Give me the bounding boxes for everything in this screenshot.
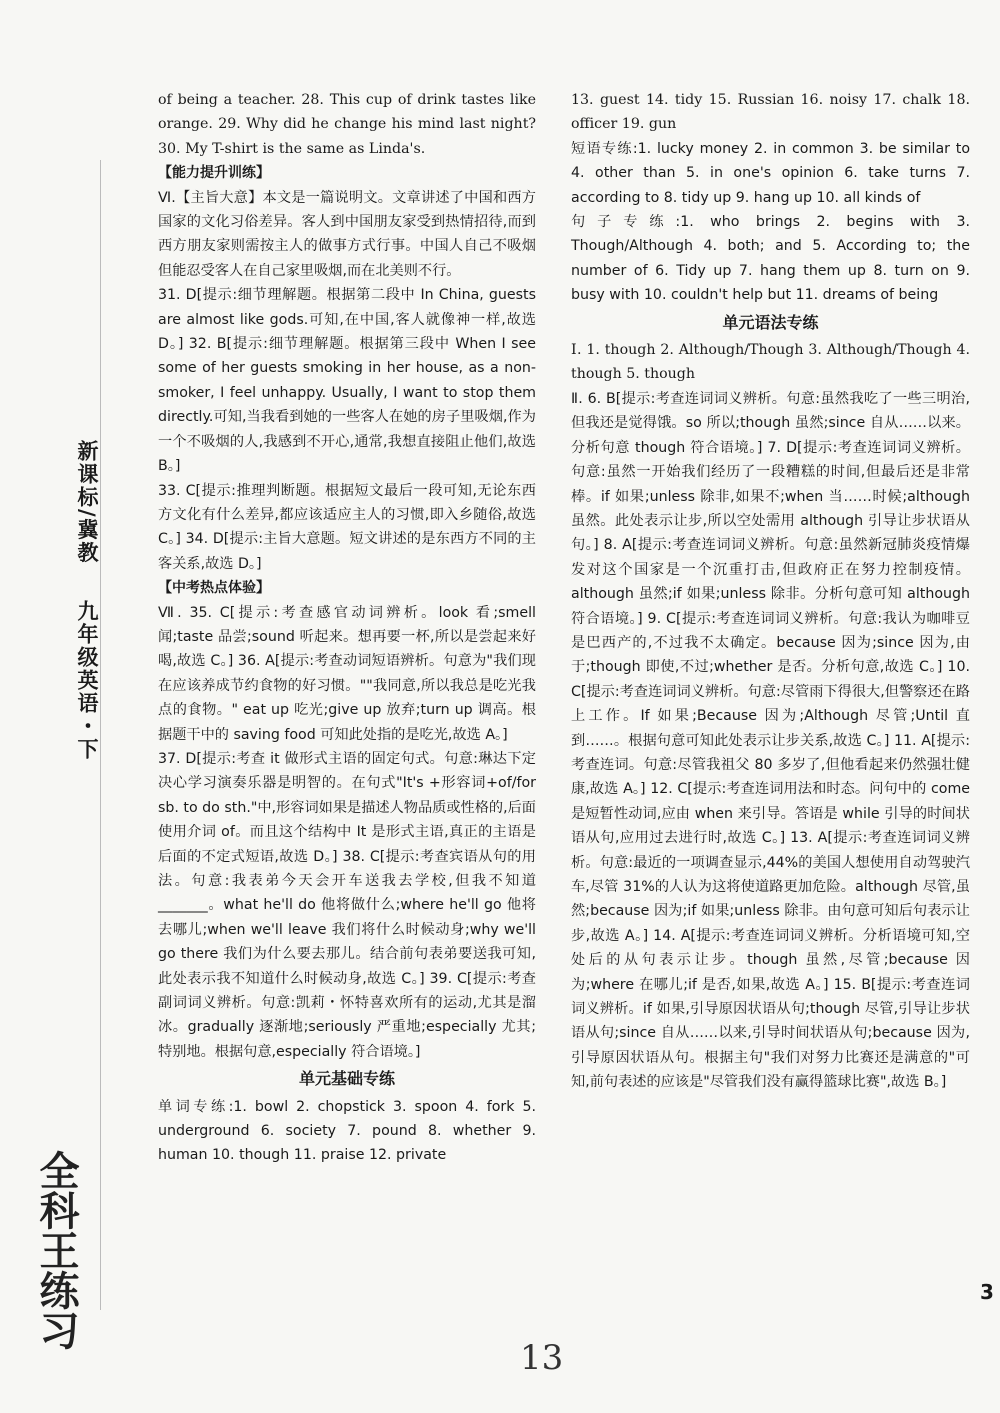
answer-paragraph: Ⅵ.【主旨大意】本文是一篇说明文。文章讲述了中国和西方国家的文化习俗差异。客人到中国朋友家受到热情招待,而到西方朋友家则需按主人的做事方式行事。中国人自己不吸烟但能忍受客人在自己家里吸烟,而在北美则不行。: [158, 189, 536, 279]
answer-paragraph: 33. C[提示:推理判断题。根据短文最后一段可知,无论东西方文化有什么差异,都应该适应主人的习惯,即入乡随俗,故选 C。] 34. D[提示:主旨大意题。短文讲述的是东西方不同的主客关系,故选 D。]: [158, 482, 536, 572]
answer-paragraph: of being a teacher. 28. This cup of drink tastes like orange. 29. Why did he change his mind last night? 30. My T-shirt is the same as Linda's.: [158, 92, 536, 157]
section-title: 单元基础专练: [298, 1069, 395, 1089]
left-column: [158, 88, 536, 1168]
answer-paragraph: Ⅱ. 6. B[提示:考查连词词义辨析。句意:虽然我吃了一些三明治,但我还是觉得饿。so 所以;though 虽然;since 自从……以来。分析句意 though 符合语境。] 7. D[提示:考查连词词义辨析。句意:虽然一开始我们经历了一段糟糕的时间,但最后还是非常棒。if 如果;unless 除非,如果不;when 当……时候;although 虽然。此处表示让步,所以空处需用 although 引导让步状语从句。] 8. A[提示:考查连词词义辨析。句意:虽然新冠肺炎疫情爆发对这个国家是一个沉重打击,但政府正在努力控制疫情。although 虽然;if 如果;unless 除非。分析句意可知 although 符合语境。] 9. C[提示:考查连词词义辨析。句意:我认为咖啡豆是巴西产的,不过我不太确定。because 因为;since 因为,由于;though 即使,不过;whether 是否。分析句意,故选 C。] 10. C[提示:考查连词词义辨析。句意:尽管雨下得很大,但警察还在路上工作。If 如果;Because 因为;Although 尽管;Until 直到……。根据句意可知此处表示让步关系,故选 C。] 11. A[提示:考查连词。句意:尽管我祖父 80 多岁了,但他看起来仍然强壮健康,故选 A。] 12. C[提示:考查连词用法和时态。问句中的 come 是短暂性动词,应由 when 来引导。答语是 while 引导的时间状语从句,应用过去进行时,故选 C。] 13. A[提示:考查连词词义辨析。句意:最近的一项调查显示,44%的美国人想使用自动驾驶汽车,尽管 31%的人认为这将使道路更加危险。although 尽管,虽然;because 因为;if 如果;unless 除非。由句意可知后句表示让步,故选 A。] 14. A[提示:考查连词词义辨析。分析语境可知,空处后的从句表示让步。though 虽然,尽管;because 因为;where 在哪儿;if 是否,如果,故选 A。] 15. B[提示:考查连词词义辨析。if 如果,引导原因状语从句;though 尽管,引导让步状语从句;since 自从……以来,引导时间状语从句;because 因为,引导原因状语从句。根据主句"我们对努力比赛还是满意的"可知,前句表述的应该是"尽管我们没有赢得篮球比赛",故选 B。]: [571, 390, 970, 1091]
answer-paragraph: Ⅰ. 1. though 2. Although/Though 3. Although/Though 4. though 5. though: [571, 342, 970, 383]
book-title: 九年级英语・下: [75, 600, 99, 761]
publisher-logo: 全科王练习: [33, 1150, 79, 1350]
book-edition: 新课标/冀教: [75, 440, 99, 565]
answer-paragraph: 短语专练:1. lucky money 2. in common 3. be similar to 4. other than 5. in one's opinion 6. take turns 7. according to 8. tidy up 9. hang up 10. all kinds of: [571, 140, 970, 206]
answer-paragraph: 单词专练:1. bowl 2. chopstick 3. spoon 4. fork 5. underground 6. society 7. pound 8. whether 9. human 10. though 11. praise 12. private: [158, 1098, 536, 1164]
section-title: 单元语法专练: [722, 312, 819, 332]
answer-paragraph: 31. D[提示:细节理解题。根据第二段中 In China, guests are almost like gods.可知,在中国,客人就像神一样,故选 D。] 32. B[提示:细节理解题。根据第三段中 When I see some of her guests smoking in her house, as a non-smoker, I feel unhappy. Usually, I want to stop them directly.可知,当我看到她的一些客人在她的房子里吸烟,作为一个不吸烟的人,我感到不开心,通常,我想直接阻止他们,故选 B。]: [158, 287, 536, 475]
answer-paragraph: 13. guest 14. tidy 15. Russian 16. noisy 17. chalk 18. officer 19. gun: [571, 92, 970, 133]
answer-paragraph: 37. D[提示:考查 it 做形式主语的固定句式。句意:琳达下定决心学习演奏乐器是明智的。在句式"It's +形容词+of/for sb. to do sth."中,形容词如果是描述人物品质或性格的,后面使用介词 of。而且这个结构中 It 是形式主语,真正的主语是后面的不定式短语,故选 D。] 38. C[提示:考查宾语从句的用法。句意:我表弟今天会开车送我去学校,但我不知道_______。what he'll do 他将做什么;where he'll go 他将去哪儿;when we'll leave 我们将什么时候动身;why we'll go there 我们为什么要去那儿。结合前句表弟要送我可知,此处表示我不知道什么时候动身,故选 C。] 39. C[提示:考查副词词义辨析。句意:凯莉・怀特喜欢所有的运动,尤其是溜冰。gradually 逐渐地;seriously 严重地;especially 尤其;特别地。根据句意,especially 符合语境。]: [158, 750, 536, 1060]
answer-paragraph: 句子专练:1. who brings 2. begins with 3. Though/Although 4. both; and 5. According to; the number of 6. Tidy up 7. hang them up 8. turn on 9. busy with 10. couldn't help but 11. dreams of being: [571, 214, 970, 304]
section-heading: 【能力提升训练】: [158, 165, 270, 182]
section-heading: 【中考热点体验】: [158, 580, 270, 597]
handwritten-note: 13: [520, 1338, 564, 1378]
right-column: [571, 88, 970, 1095]
page-number: 3: [980, 1280, 994, 1304]
answer-paragraph: Ⅶ. 35. C[提示:考查感官动词辨析。look 看;smell 闻;taste 品尝;sound 听起来。想再要一杯,所以是尝起来好喝,故选 C。] 36. A[提示:考查动词短语辨析。句意为"我们现在应该养成节约食物的好习惯。""我同意,所以我总是吃光我点的食物。" eat up 吃光;give up 放弃;turn up 调高。根据题干中的 saving food 可知此处指的是吃光,故选 A。]: [158, 604, 536, 743]
